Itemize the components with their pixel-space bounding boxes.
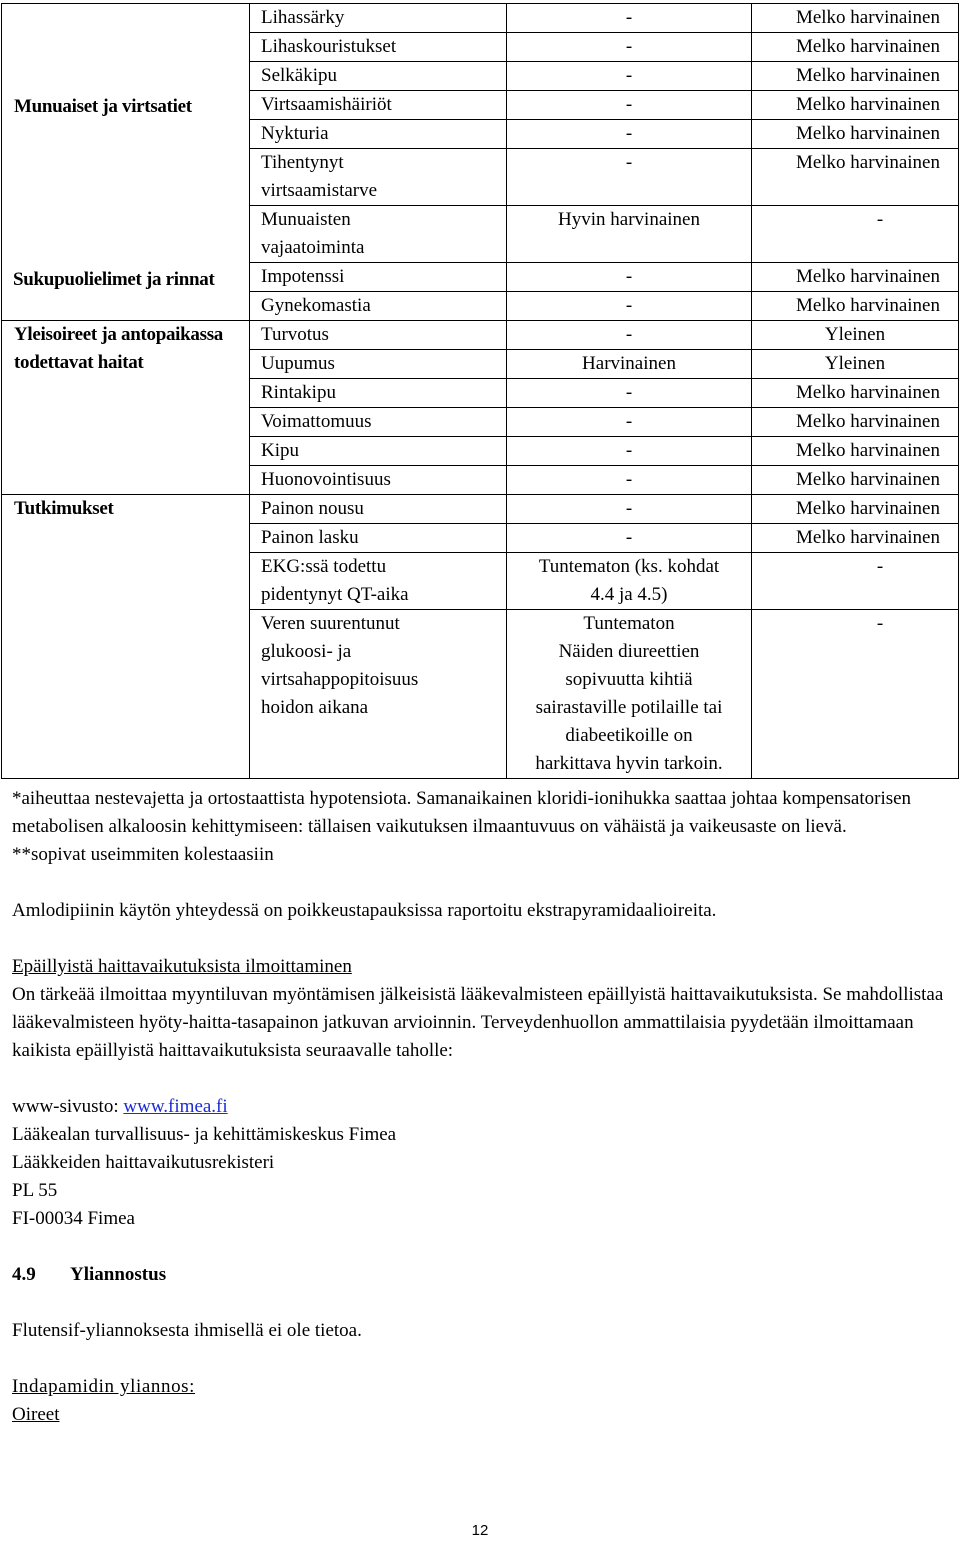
- row-name-line: EKG:ssä todettu: [261, 556, 387, 577]
- row-col2: -: [507, 263, 752, 292]
- page-number: 12: [471, 1522, 489, 1539]
- row-name: Uupumus: [250, 350, 507, 379]
- row-col3: -: [752, 610, 959, 779]
- row-col2-line: 4.4 ja 4.5): [590, 584, 668, 605]
- row-name-line: pidentynyt QT-aika: [261, 584, 409, 605]
- row-col2: -: [507, 408, 752, 437]
- row-col3: Melko harvinainen: [752, 437, 959, 466]
- row-name: Huonovointisuus: [250, 466, 507, 495]
- section-number: 4.9: [12, 1264, 36, 1285]
- row-name-line: Tihentynyt: [261, 152, 344, 173]
- row-col3: Yleinen: [752, 350, 959, 379]
- row-name: Virtsaamishäiriöt: [250, 91, 507, 120]
- subheading-symptoms: Oireet: [12, 1404, 60, 1425]
- address-line: FI-00034 Fimea: [12, 1208, 135, 1229]
- row-col2-line: sopivuutta kihtiä: [565, 669, 693, 690]
- row-name: Painon lasku: [250, 524, 507, 553]
- row-name: Turvotus: [250, 321, 507, 350]
- row-col3: Melko harvinainen: [752, 466, 959, 495]
- row-name: Painon nousu: [250, 495, 507, 524]
- reporting-paragraph: On tärkeää ilmoittaa myyntiluvan myöntämisen jälkeisistä lääkevalmisteen epäillyistä haittavaikutuksista. Se mahdollistaa lääkevalmisteen hyöty-haitta-tasapainon jatkuvan arvioinnin. Terveydenhuollon ammattilaisia pyydetään ilmoittamaan kaikista epäillyistä haittavaikutuksista seuraavalle taholle:: [12, 984, 944, 1061]
- row-col2-line: Tuntematon: [583, 613, 675, 634]
- row-col2: [507, 610, 752, 779]
- row-name-line: glukoosi- ja: [261, 641, 352, 662]
- website-line: [12, 1093, 947, 1121]
- table-row: [2, 321, 959, 350]
- row-name: Lihaskouristukset: [250, 33, 507, 62]
- row-col3: Melko harvinainen: [752, 495, 959, 524]
- fimea-link[interactable]: www.fimea.fi: [123, 1096, 228, 1117]
- row-name-line: Veren suurentunut: [261, 613, 400, 634]
- row-name: Impotenssi: [250, 263, 507, 292]
- address-line: Lääkkeiden haittavaikutusrekisteri: [12, 1152, 275, 1173]
- row-col2: -: [507, 91, 752, 120]
- row-col2: Hyvin harvinainen: [507, 206, 752, 263]
- row-col2-line: Näiden diureettien: [558, 641, 700, 662]
- group-kidneys: Munuaiset ja virtsatiet: [2, 4, 250, 321]
- row-name: Gynekomastia: [250, 292, 507, 321]
- website-label: www-sivusto:: [12, 1096, 124, 1117]
- row-name: [250, 149, 507, 206]
- footnote-2: **sopivat useimmiten kolestaasiin: [12, 844, 274, 865]
- row-col2: -: [507, 321, 752, 350]
- table-row: [2, 495, 959, 524]
- row-name: Nykturia: [250, 120, 507, 149]
- row-col2-line: diabeetikoille on: [565, 725, 693, 746]
- address-line: Lääkealan turvallisuus- ja kehittämiskeskus Fimea: [12, 1124, 397, 1145]
- row-col2-line: harkittava hyvin tarkoin.: [535, 753, 723, 774]
- row-col3: Melko harvinainen: [752, 120, 959, 149]
- row-col3: Melko harvinainen: [752, 4, 959, 33]
- section-text: Flutensif-yliannoksesta ihmisellä ei ole tietoa.: [12, 1320, 362, 1341]
- row-col2-line: sairastaville potilaille tai: [535, 697, 723, 718]
- section-heading: [12, 1261, 947, 1289]
- row-name: Lihassärky: [250, 4, 507, 33]
- row-col3: Melko harvinainen: [752, 62, 959, 91]
- row-col3: -: [752, 553, 959, 610]
- reporting-heading: Epäillyistä haittavaikutuksista ilmoittaminen: [12, 956, 352, 977]
- row-col3: Melko harvinainen: [752, 149, 959, 206]
- row-col3: Yleinen: [752, 321, 959, 350]
- row-col2-line: Tuntematon (ks. kohdat: [538, 556, 720, 577]
- side-effects-table: [1, 3, 959, 779]
- row-name: [250, 206, 507, 263]
- footnote-1: *aiheuttaa nestevajetta ja ortostaattista hypotensiota. Samanaikainen kloridi-ionihukka saattaa johtaa kompensatorisen metabolisen alkaloosin kehittymiseen: tällaisen vaikutuksen ilmaantuvuus on vähäistä ja vaikeusaste on lievä.: [12, 788, 912, 837]
- group-investigations: Tutkimukset: [2, 495, 250, 779]
- address-line: PL 55: [12, 1180, 58, 1201]
- row-name: [250, 553, 507, 610]
- row-col3: Melko harvinainen: [752, 263, 959, 292]
- row-name: Voimattomuus: [250, 408, 507, 437]
- row-name: Kipu: [250, 437, 507, 466]
- row-col3: Melko harvinainen: [752, 91, 959, 120]
- row-name: Selkäkipu: [250, 62, 507, 91]
- row-col2: -: [507, 4, 752, 33]
- row-col2: -: [507, 149, 752, 206]
- row-col3: -: [752, 206, 959, 263]
- row-col2: -: [507, 437, 752, 466]
- amlodipine-note: Amlodipiinin käytön yhteydessä on poikkeustapauksissa raportoitu ekstrapyramidaalioireita.: [12, 900, 717, 921]
- row-col3: Melko harvinainen: [752, 379, 959, 408]
- row-name-line: hoidon aikana: [261, 697, 369, 718]
- row-name-line: Munuaisten: [261, 209, 351, 230]
- row-name-line: virtsaamistarve: [261, 180, 378, 201]
- section-title: Yliannostus: [70, 1264, 167, 1285]
- row-col2: -: [507, 120, 752, 149]
- row-col2: [507, 553, 752, 610]
- group-general: Yleisoireet ja antopaikassa todettavat haitat: [2, 321, 250, 495]
- row-name: Rintakipu: [250, 379, 507, 408]
- row-name: [250, 610, 507, 779]
- table-row: [2, 4, 959, 33]
- row-col3: Melko harvinainen: [752, 524, 959, 553]
- row-col2: -: [507, 524, 752, 553]
- row-col2: -: [507, 33, 752, 62]
- row-col2: -: [507, 466, 752, 495]
- row-col2: -: [507, 62, 752, 91]
- row-col3: Melko harvinainen: [752, 408, 959, 437]
- row-col2: -: [507, 379, 752, 408]
- row-name-line: virtsahappopitoisuus: [261, 669, 419, 690]
- text-body: [12, 785, 947, 1429]
- group-reproductive: Sukupuolielimet ja rinnat: [13, 266, 233, 294]
- row-col2: -: [507, 292, 752, 321]
- row-name-line: vajaatoiminta: [261, 237, 365, 258]
- row-col2: Harvinainen: [507, 350, 752, 379]
- subheading-overdose: Indapamidin yliannos:: [12, 1376, 196, 1397]
- row-col3: Melko harvinainen: [752, 292, 959, 321]
- row-col3: Melko harvinainen: [752, 33, 959, 62]
- row-col2: -: [507, 495, 752, 524]
